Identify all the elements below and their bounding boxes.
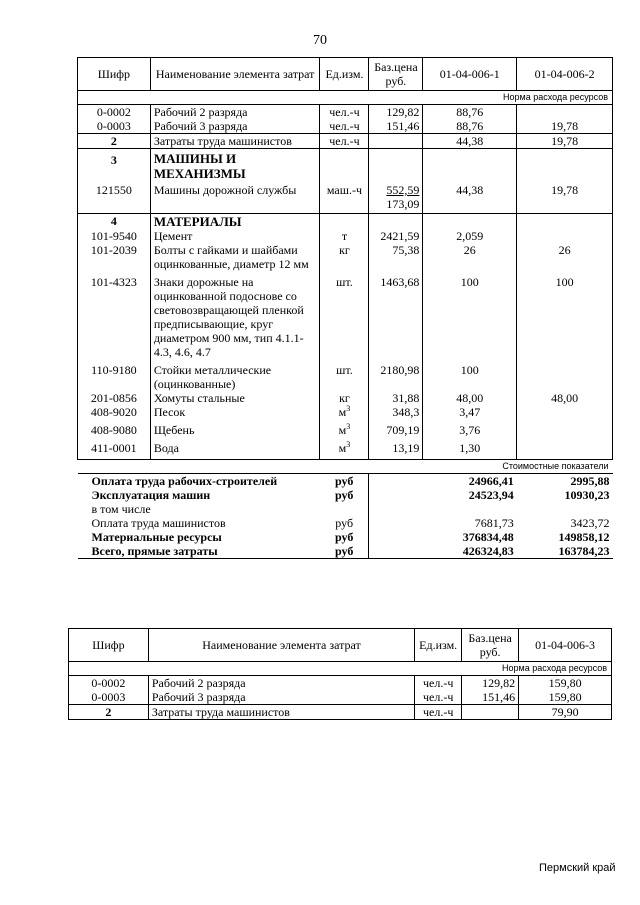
row-v1: 3,76	[423, 423, 517, 441]
table-row	[78, 181, 613, 214]
row-code: 0-0003	[69, 690, 149, 705]
table-header	[69, 629, 612, 662]
row-name: Стойки металлические (оцинкованные)	[150, 359, 320, 391]
resource-table-1	[77, 57, 613, 559]
row-code: 121550	[78, 181, 151, 214]
section-code: 2	[78, 134, 151, 149]
summary-label: Оплата труда рабочих-строителей	[91, 473, 278, 488]
header-price: Баз.цена руб.	[462, 629, 519, 662]
row-unit: чел.-ч	[320, 119, 369, 134]
summary-v1: 376834,48	[462, 529, 514, 544]
summary-label: Всего, прямые затраты	[91, 543, 218, 558]
table-row	[78, 423, 613, 441]
row-name: Рабочий 2 разряда	[150, 105, 320, 120]
row-price: 709,19	[369, 423, 423, 441]
section-3-header	[78, 149, 613, 182]
row-code: 0-0002	[69, 676, 149, 691]
row-v2	[517, 229, 613, 243]
row-v2	[517, 441, 613, 459]
summary-row	[78, 488, 613, 502]
row-v1: 26	[423, 243, 517, 271]
row-v2	[517, 405, 613, 423]
row-name: Машины дорожной службы	[150, 181, 320, 214]
row-price: 129,82	[369, 105, 423, 120]
row-price: 31,88	[369, 391, 423, 405]
table-row	[78, 243, 613, 271]
summary-v2: 3423,72	[570, 515, 610, 530]
summary-label: Оплата труда машинистов	[91, 515, 226, 530]
summary-v2	[517, 502, 613, 516]
row-name: Щебень	[150, 423, 320, 441]
summary-label: Материальные ресурсы	[91, 529, 222, 544]
row-price: 552,59	[386, 183, 420, 197]
summary-row	[78, 530, 613, 544]
summary-label: Эксплуатация машин	[91, 487, 211, 502]
section-code: 2	[69, 705, 149, 720]
row-name: Цемент	[150, 229, 320, 243]
summary-row	[78, 516, 613, 530]
unit-superscript: 3	[346, 422, 351, 431]
table-row	[78, 229, 613, 243]
summary-row	[78, 473, 613, 488]
summary-unit: руб	[335, 529, 354, 544]
row-code: 201-0856	[78, 391, 151, 405]
row-v2: 19,78	[517, 181, 613, 214]
header-col2: 01-04-006-2	[517, 58, 613, 91]
header-unit: Ед.изм.	[415, 629, 462, 662]
cost-note: Стоимостные показатели	[78, 459, 613, 473]
row-unit: кг	[320, 391, 369, 405]
summary-row	[78, 502, 613, 516]
row-name: Рабочий 3 разряда	[148, 690, 414, 705]
row-price: 151,46	[369, 119, 423, 134]
row-name: Вода	[150, 441, 320, 459]
section-2-row	[78, 134, 613, 149]
row-price	[369, 134, 423, 149]
summary-v1	[423, 502, 517, 516]
section-2-row	[69, 705, 612, 720]
row-v1: 88,76	[423, 119, 517, 134]
table-row	[69, 690, 612, 705]
row-v2	[517, 105, 613, 120]
row-v2	[517, 359, 613, 391]
row-code: 408-9020	[78, 405, 151, 423]
header-name: Наименование элемента затрат	[148, 629, 414, 662]
summary-v1: 24523,94	[468, 487, 514, 502]
table-row	[78, 119, 613, 134]
row-unit: маш.-ч	[320, 181, 369, 214]
row-name: Рабочий 3 разряда	[150, 119, 320, 134]
row-code: 101-2039	[78, 243, 151, 271]
summary-unit: руб	[335, 543, 354, 558]
norm-note: Норма расхода ресурсов	[69, 662, 612, 676]
header-code: Шифр	[69, 629, 149, 662]
row-price: 348,3	[369, 405, 423, 423]
row-unit: м	[338, 423, 347, 437]
row-price: 1463,68	[369, 271, 423, 359]
table-row	[78, 271, 613, 359]
summary-v1: 7681,73	[474, 515, 514, 530]
row-v1: 44,38	[423, 134, 517, 149]
row-code: 0-0003	[78, 119, 151, 134]
row-code: 411-0001	[78, 441, 151, 459]
row-name: Песок	[150, 405, 320, 423]
row-v2: 48,00	[517, 391, 613, 405]
header-code: Шифр	[78, 58, 151, 91]
row-name: Знаки дорожные на оцинкованной подоснове со световозвращающей пленкой предписывающие, круг диаметром 900 мм, тип 4.1.1-4.3, 4.6, 4.7	[150, 271, 320, 359]
unit-superscript: 3	[346, 440, 351, 449]
row-code: 0-0002	[78, 105, 151, 120]
row-unit: чел.-ч	[415, 676, 462, 691]
table-row	[78, 105, 613, 120]
header-col1: 01-04-006-3	[519, 629, 612, 662]
row-price	[462, 705, 519, 720]
row-price: 2421,59	[369, 229, 423, 243]
row-v2: 19,78	[517, 119, 613, 134]
row-v1: 1,30	[423, 441, 517, 459]
row-unit: чел.-ч	[415, 690, 462, 705]
row-code: 110-9180	[78, 359, 151, 391]
row-v1: 44,38	[423, 181, 517, 214]
row-v2: 100	[517, 271, 613, 359]
row-v1: 159,80	[519, 690, 612, 705]
row-v1: 2,059	[423, 229, 517, 243]
header-name: Наименование элемента затрат	[150, 58, 320, 91]
row-unit: чел.-ч	[320, 134, 369, 149]
row-v1: 88,76	[423, 105, 517, 120]
row-unit: м	[338, 405, 347, 419]
row-price: 13,19	[369, 441, 423, 459]
section-title: МАТЕРИАЛЫ	[150, 214, 320, 230]
summary-label: в том числе	[91, 501, 151, 516]
table-header	[78, 58, 613, 91]
row-price: 129,82	[462, 676, 519, 691]
summary-unit	[320, 502, 369, 516]
row-price: 2180,98	[369, 359, 423, 391]
table-row	[78, 359, 613, 391]
table-row	[78, 405, 613, 423]
row-price: 75,38	[369, 243, 423, 271]
row-v1: 100	[423, 359, 517, 391]
summary-v2: 163784,23	[558, 543, 610, 558]
row-unit: чел.-ч	[415, 705, 462, 720]
summary-row	[78, 544, 613, 559]
row-code: 101-4323	[78, 271, 151, 359]
row-v1: 48,00	[423, 391, 517, 405]
section-code: 4	[78, 214, 151, 230]
header-price: Баз.цена руб.	[369, 58, 423, 91]
resource-table-2	[68, 628, 612, 720]
summary-unit: руб	[335, 473, 354, 488]
header-unit: Ед.изм.	[320, 58, 369, 91]
row-v2: 19,78	[517, 134, 613, 149]
table-row	[69, 676, 612, 691]
row-code: 101-9540	[78, 229, 151, 243]
section-code: 3	[78, 149, 151, 182]
row-code: 408-9080	[78, 423, 151, 441]
row-name: Хомуты стальные	[150, 391, 320, 405]
row-v2	[517, 423, 613, 441]
section-title: МАШИНЫ И МЕХАНИЗМЫ	[150, 149, 320, 182]
row-v1: 159,80	[519, 676, 612, 691]
table-row	[78, 391, 613, 405]
row-unit: шт.	[320, 359, 369, 391]
unit-superscript: 3	[346, 404, 351, 413]
header-col1: 01-04-006-1	[423, 58, 517, 91]
row-name: Болты с гайками и шайбами оцинкованные, диаметр 12 мм	[150, 243, 320, 271]
row-v1: 79,90	[519, 705, 612, 720]
row-name: Рабочий 2 разряда	[148, 676, 414, 691]
summary-v2: 149858,12	[558, 529, 610, 544]
row-v2: 26	[517, 243, 613, 271]
summary-unit: руб	[335, 515, 354, 530]
row-name: Затраты труда машинистов	[150, 134, 320, 149]
row-unit: т	[320, 229, 369, 243]
table-row	[78, 441, 613, 459]
summary-v2: 10930,23	[564, 487, 610, 502]
norm-note: Норма расхода ресурсов	[78, 91, 613, 105]
summary-v2: 2995,88	[570, 473, 610, 488]
summary-v1: 24966,41	[468, 473, 514, 488]
row-v1: 3,47	[423, 405, 517, 423]
row-unit: чел.-ч	[320, 105, 369, 120]
page-number: 70	[313, 33, 327, 48]
row-price-secondary: 173,09	[386, 197, 420, 211]
row-name: Затраты труда машинистов	[148, 705, 414, 720]
row-price: 151,46	[462, 690, 519, 705]
row-unit: кг	[320, 243, 369, 271]
row-unit: м	[338, 441, 347, 455]
section-4-header	[78, 214, 613, 230]
footer-region: Пермский край	[539, 862, 616, 874]
summary-v1: 426324,83	[462, 543, 514, 558]
row-unit: шт.	[320, 271, 369, 359]
summary-unit: руб	[335, 487, 354, 502]
row-v1: 100	[423, 271, 517, 359]
